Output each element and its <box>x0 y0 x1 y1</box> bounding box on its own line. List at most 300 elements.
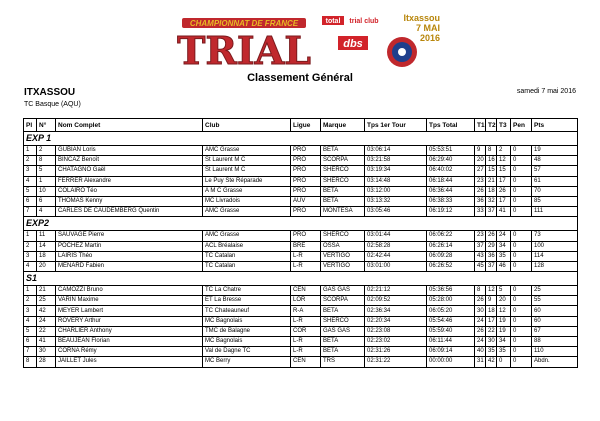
table-row <box>24 286 578 296</box>
table-cell: MC Bagnolais <box>203 337 291 347</box>
table-cell: 02:21:12 <box>365 286 427 296</box>
table-cell: 67 <box>532 326 578 336</box>
table-cell: 03:19:34 <box>365 166 427 176</box>
event-date: 7 MAI 2016 <box>415 23 440 43</box>
table-cell: MENARD Fabien <box>56 261 203 271</box>
table-cell: SHERCO <box>321 231 365 241</box>
category-name: EXP 1 <box>24 132 578 146</box>
table-cell: 4 <box>37 207 56 217</box>
table-cell: 60 <box>532 306 578 316</box>
table-cell: SHERCO <box>321 166 365 176</box>
table-cell: 02:31:22 <box>365 357 427 367</box>
table-cell: 40 <box>475 347 486 357</box>
table-cell: 05:54:46 <box>427 316 475 326</box>
table-cell: PRO <box>291 207 321 217</box>
table-cell: CAMOZZI Bruno <box>56 286 203 296</box>
col-pl: Pl <box>24 119 37 132</box>
table-cell: SAUVAGE Pierre <box>56 231 203 241</box>
table-cell: 3 <box>24 166 37 176</box>
col-t1: T1 <box>475 119 486 132</box>
table-cell: 06:40:02 <box>427 166 475 176</box>
table-cell: AMC Grasse <box>203 207 291 217</box>
table-cell: 32 <box>486 196 497 206</box>
logo-line2: TRIAL <box>177 28 311 72</box>
table-cell: 2 <box>24 156 37 166</box>
table-cell: 6 <box>37 196 56 206</box>
table-cell: PRO <box>291 156 321 166</box>
table-cell: 15 <box>497 166 511 176</box>
table-cell: 16 <box>486 156 497 166</box>
category-row <box>24 132 578 146</box>
table-cell: 0 <box>511 241 532 251</box>
table-cell: PRO <box>291 166 321 176</box>
table-cell: L-R <box>291 347 321 357</box>
table-cell: 0 <box>511 166 532 176</box>
table-cell: 0 <box>497 357 511 367</box>
table-cell: BETA <box>321 306 365 316</box>
table-cell: 15 <box>486 166 497 176</box>
table-row <box>24 306 578 316</box>
table-cell: 28 <box>37 357 56 367</box>
table-cell: Le Puy Ste Réparade <box>203 176 291 186</box>
table-cell: 2 <box>24 241 37 251</box>
table-cell: OSSA <box>321 241 365 251</box>
table-row <box>24 337 578 347</box>
table-cell: 30 <box>475 306 486 316</box>
table-cell: BETA <box>321 186 365 196</box>
col-total-time: Tps Total <box>427 119 475 132</box>
table-cell: 70 <box>532 186 578 196</box>
table-cell: JAILLET Jules <box>56 357 203 367</box>
table-row <box>24 316 578 326</box>
table-cell: 33 <box>475 207 486 217</box>
table-cell: 24 <box>475 337 486 347</box>
table-cell: 03:06:14 <box>365 146 427 156</box>
table-cell: 4 <box>24 261 37 271</box>
table-cell: 4 <box>24 316 37 326</box>
table-cell: 2 <box>37 146 56 156</box>
table-cell: 57 <box>532 166 578 176</box>
table-cell: MC Berry <box>203 357 291 367</box>
table-cell: SCORPA <box>321 296 365 306</box>
table-cell: 7 <box>24 207 37 217</box>
table-row <box>24 261 578 271</box>
sponsor-trial-club: trial club <box>349 18 379 25</box>
table-cell: 0 <box>511 231 532 241</box>
table-cell: LOR <box>291 296 321 306</box>
sponsor-dbs: dbs <box>343 38 363 50</box>
col-num: N° <box>37 119 56 132</box>
table-cell: 3 <box>24 306 37 316</box>
table-cell: PRO <box>291 186 321 196</box>
table-cell: 10 <box>37 186 56 196</box>
table-cell: 30 <box>37 347 56 357</box>
table-cell: TC Catalan <box>203 251 291 261</box>
table-cell: 26 <box>475 296 486 306</box>
table-cell: 21 <box>37 286 56 296</box>
table-cell: 2 <box>24 296 37 306</box>
table-cell: PRO <box>291 176 321 186</box>
table-cell: 8 <box>486 146 497 156</box>
table-cell: 05:28:00 <box>427 296 475 306</box>
table-cell: LAIRIS Théo <box>56 251 203 261</box>
table-cell: SHERCO <box>321 316 365 326</box>
col-club: Club <box>203 119 291 132</box>
table-cell: 0 <box>511 326 532 336</box>
table-cell: 19 <box>532 146 578 156</box>
table-row <box>24 156 578 166</box>
col-ligue: Ligue <box>291 119 321 132</box>
table-cell: MC Bagnolais <box>203 316 291 326</box>
table-cell: 23 <box>475 231 486 241</box>
table-cell: COR <box>291 326 321 336</box>
table-cell: 73 <box>532 231 578 241</box>
table-cell: 0 <box>511 337 532 347</box>
table-cell: 34 <box>497 241 511 251</box>
table-cell: 42 <box>486 357 497 367</box>
table-cell: 7 <box>24 347 37 357</box>
table-cell: BEAUJEAN Florian <box>56 337 203 347</box>
results-body <box>24 132 578 368</box>
table-row <box>24 166 578 176</box>
table-cell: MONTESA <box>321 207 365 217</box>
table-cell: TC Chateauneuf <box>203 306 291 316</box>
event-location: Itxassou <box>403 13 440 23</box>
table-cell: 03:14:48 <box>365 176 427 186</box>
table-cell: 06:29:40 <box>427 156 475 166</box>
table-cell: 30 <box>486 337 497 347</box>
table-cell: 27 <box>475 166 486 176</box>
table-cell: AMC Grasse <box>203 146 291 156</box>
header <box>0 0 600 70</box>
table-row <box>24 241 578 251</box>
table-cell: 02:42:44 <box>365 251 427 261</box>
table-cell: 8 <box>475 286 486 296</box>
table-cell: COLAIRO Téo <box>56 186 203 196</box>
page-title: Classement Général <box>247 72 353 84</box>
table-cell: 03:21:58 <box>365 156 427 166</box>
table-cell: 48 <box>532 156 578 166</box>
table-cell: 100 <box>532 241 578 251</box>
table-cell: BETA <box>321 196 365 206</box>
table-cell: 5 <box>37 166 56 176</box>
table-row <box>24 326 578 336</box>
table-cell: 9 <box>486 296 497 306</box>
table-cell: 25 <box>37 296 56 306</box>
table-row <box>24 231 578 241</box>
table-cell: 03:13:32 <box>365 196 427 206</box>
col-t2: T2 <box>486 119 497 132</box>
table-cell: 8 <box>24 357 37 367</box>
table-cell: 128 <box>532 261 578 271</box>
table-cell: 06:26:14 <box>427 241 475 251</box>
table-cell: CHARLIER Anthony <box>56 326 203 336</box>
table-cell: 6 <box>24 337 37 347</box>
table-cell: 26 <box>475 186 486 196</box>
table-cell: 05:36:56 <box>427 286 475 296</box>
table-cell: 02:58:28 <box>365 241 427 251</box>
table-cell: 26 <box>475 326 486 336</box>
col-pts: Pts <box>532 119 578 132</box>
table-cell: 0 <box>511 347 532 357</box>
table-cell: 11 <box>37 231 56 241</box>
table-cell: THOMAS Kenny <box>56 196 203 206</box>
table-cell: 110 <box>532 347 578 357</box>
table-header-row <box>24 119 578 132</box>
table-cell: BRE <box>291 241 321 251</box>
table-cell: 5 <box>24 326 37 336</box>
table-cell: 0 <box>511 306 532 316</box>
table-row <box>24 186 578 196</box>
table-cell: L-R <box>291 251 321 261</box>
col-pen: Pen <box>511 119 532 132</box>
table-cell: 02:31:26 <box>365 347 427 357</box>
category-name: S1 <box>24 272 578 286</box>
table-cell: 0 <box>511 316 532 326</box>
table-cell: 18 <box>486 306 497 316</box>
table-cell: 17 <box>497 196 511 206</box>
table-cell: AMC Grasse <box>203 231 291 241</box>
table-cell: CEN <box>291 286 321 296</box>
table-cell: 85 <box>532 196 578 206</box>
table-cell: 02:23:08 <box>365 326 427 336</box>
table-cell: A M C Grasse <box>203 186 291 196</box>
table-cell: 06:36:44 <box>427 186 475 196</box>
table-cell: 24 <box>497 231 511 241</box>
table-cell: 5 <box>24 186 37 196</box>
table-cell: 0 <box>511 261 532 271</box>
table-cell: 114 <box>532 251 578 261</box>
table-cell: 43 <box>475 251 486 261</box>
table-cell: GUBIAN Loris <box>56 146 203 156</box>
table-row <box>24 296 578 306</box>
col-t3: T3 <box>497 119 511 132</box>
table-cell: 37 <box>486 207 497 217</box>
table-cell: 18 <box>486 186 497 196</box>
organizer: TC Basque (AQU) <box>24 101 81 108</box>
table-cell: 06:06:22 <box>427 231 475 241</box>
table-cell: 8 <box>37 156 56 166</box>
table-cell: 03:01:00 <box>365 261 427 271</box>
table-cell: 20 <box>37 261 56 271</box>
table-cell: GAS GAS <box>321 286 365 296</box>
table-cell: 1 <box>24 231 37 241</box>
table-cell: 0 <box>511 176 532 186</box>
table-cell: St Laurent M C <box>203 156 291 166</box>
table-cell: 14 <box>37 241 56 251</box>
table-cell: 35 <box>497 347 511 357</box>
table-cell: 0 <box>511 207 532 217</box>
table-cell: 24 <box>37 316 56 326</box>
table-row <box>24 347 578 357</box>
table-cell: 46 <box>497 261 511 271</box>
table-cell: 19 <box>497 316 511 326</box>
table-row <box>24 207 578 217</box>
table-row <box>24 176 578 186</box>
table-cell: TRS <box>321 357 365 367</box>
table-cell: BINCAZ Benoît <box>56 156 203 166</box>
table-cell: 9 <box>475 146 486 156</box>
table-cell: 34 <box>497 337 511 347</box>
table-cell: 20 <box>497 296 511 306</box>
table-cell: CEN <box>291 357 321 367</box>
table-cell: CARLES DE CAUDEMBERG Quentin <box>56 207 203 217</box>
table-cell: 31 <box>475 357 486 367</box>
table-cell: TC La Chatre <box>203 286 291 296</box>
sponsor-total: total <box>325 18 341 25</box>
table-cell: 45 <box>475 261 486 271</box>
table-cell: 06:19:12 <box>427 207 475 217</box>
table-cell: 36 <box>475 196 486 206</box>
results-table <box>23 118 578 368</box>
table-cell: 18 <box>37 251 56 261</box>
table-cell: 03:05:46 <box>365 207 427 217</box>
table-cell: 0 <box>511 296 532 306</box>
table-cell: PRO <box>291 231 321 241</box>
table-cell: 17 <box>486 316 497 326</box>
table-cell: MC Livradois <box>203 196 291 206</box>
table-cell: ROVERY Arthur <box>56 316 203 326</box>
table-cell: 03:12:00 <box>365 186 427 196</box>
table-cell: 12 <box>486 286 497 296</box>
table-cell: 0 <box>511 357 532 367</box>
table-cell: 17 <box>497 176 511 186</box>
table-cell: 23 <box>475 176 486 186</box>
table-cell: POCHEZ Martin <box>56 241 203 251</box>
table-cell: 03:01:44 <box>365 231 427 241</box>
category-row <box>24 272 578 286</box>
table-cell: BETA <box>321 337 365 347</box>
table-cell: 37 <box>486 261 497 271</box>
table-cell: 1 <box>24 146 37 156</box>
table-cell: MEYER Lambert <box>56 306 203 316</box>
table-row <box>24 251 578 261</box>
table-cell: 06:18:44 <box>427 176 475 186</box>
table-cell: BETA <box>321 347 365 357</box>
table-cell: TC Catalan <box>203 261 291 271</box>
table-cell: 41 <box>497 207 511 217</box>
table-cell: L-R <box>291 316 321 326</box>
event-badge <box>400 13 440 43</box>
table-cell: 06:11:44 <box>427 337 475 347</box>
table-cell: 2 <box>497 146 511 156</box>
place-name: ITXASSOU <box>24 87 76 98</box>
table-cell: 60 <box>532 316 578 326</box>
table-cell: 0 <box>511 196 532 206</box>
table-cell: ET La Bresse <box>203 296 291 306</box>
table-cell: L-R <box>291 337 321 347</box>
table-cell: Abdn. <box>532 357 578 367</box>
table-row <box>24 357 578 367</box>
table-cell: 05:53:51 <box>427 146 475 156</box>
table-cell: Val de Dagne TC <box>203 347 291 357</box>
table-cell: SCORPA <box>321 156 365 166</box>
table-cell: CORNA Rémy <box>56 347 203 357</box>
table-cell: 0 <box>511 186 532 196</box>
table-cell: 26 <box>486 231 497 241</box>
table-cell: 41 <box>37 337 56 347</box>
table-cell: CHATAGNO Gaël <box>56 166 203 176</box>
table-cell: 6 <box>24 196 37 206</box>
col-name: Nom Complet <box>56 119 203 132</box>
table-cell: AUV <box>291 196 321 206</box>
table-cell: 0 <box>511 156 532 166</box>
table-row <box>24 146 578 156</box>
table-cell: L-R <box>291 261 321 271</box>
table-cell: 3 <box>24 251 37 261</box>
table-cell: 24 <box>475 316 486 326</box>
table-cell: 12 <box>497 156 511 166</box>
table-cell: 0 <box>511 286 532 296</box>
col-first-lap: Tps 1er Tour <box>365 119 427 132</box>
logo-line1: CHAMPIONNAT DE FRANCE <box>189 19 299 28</box>
table-cell: GAS GAS <box>321 326 365 336</box>
table-cell: 29 <box>486 241 497 251</box>
table-cell: 35 <box>486 347 497 357</box>
table-cell: 12 <box>497 306 511 316</box>
table-cell: 02:36:34 <box>365 306 427 316</box>
event-date-text: samedi 7 mai 2016 <box>516 88 576 95</box>
table-cell: SHERCO <box>321 176 365 186</box>
table-cell: 1 <box>37 176 56 186</box>
table-cell: 06:09:14 <box>427 347 475 357</box>
table-cell: 05:59:40 <box>427 326 475 336</box>
table-cell: 35 <box>497 251 511 261</box>
table-cell: 00:00:00 <box>427 357 475 367</box>
table-cell: 36 <box>486 251 497 261</box>
table-cell: 20 <box>475 156 486 166</box>
table-cell: 21 <box>486 176 497 186</box>
table-cell: VERTIGO <box>321 251 365 261</box>
table-cell: 06:38:33 <box>427 196 475 206</box>
table-cell: 06:26:52 <box>427 261 475 271</box>
table-cell: 55 <box>532 296 578 306</box>
table-cell: TMC de Balagne <box>203 326 291 336</box>
category-row <box>24 217 578 231</box>
table-cell: BETA <box>321 146 365 156</box>
table-cell: 4 <box>24 176 37 186</box>
table-cell: R-A <box>291 306 321 316</box>
table-cell: 22 <box>37 326 56 336</box>
col-marque: Marque <box>321 119 365 132</box>
table-cell: 02:09:52 <box>365 296 427 306</box>
table-cell: 19 <box>497 326 511 336</box>
table-cell: ACL Bréalaise <box>203 241 291 251</box>
table-cell: FERRER Alexandre <box>56 176 203 186</box>
table-cell: 25 <box>532 286 578 296</box>
table-cell: 111 <box>532 207 578 217</box>
table-cell: 5 <box>497 286 511 296</box>
table-cell: PRO <box>291 146 321 156</box>
championnat-trial-logo <box>176 14 312 72</box>
table-cell: 61 <box>532 176 578 186</box>
table-cell: 1 <box>24 286 37 296</box>
table-cell: VERTIGO <box>321 261 365 271</box>
category-name: EXP2 <box>24 217 578 231</box>
table-cell: 37 <box>475 241 486 251</box>
table-cell: 02:23:02 <box>365 337 427 347</box>
table-row <box>24 196 578 206</box>
table-cell: 02:20:34 <box>365 316 427 326</box>
table-cell: 88 <box>532 337 578 347</box>
table-cell: 06:05:20 <box>427 306 475 316</box>
table-cell: 0 <box>511 251 532 261</box>
table-cell: 26 <box>497 186 511 196</box>
table-cell: 06:09:28 <box>427 251 475 261</box>
table-cell: 0 <box>511 146 532 156</box>
table-cell: St Laurent M C <box>203 166 291 176</box>
table-cell: 42 <box>37 306 56 316</box>
